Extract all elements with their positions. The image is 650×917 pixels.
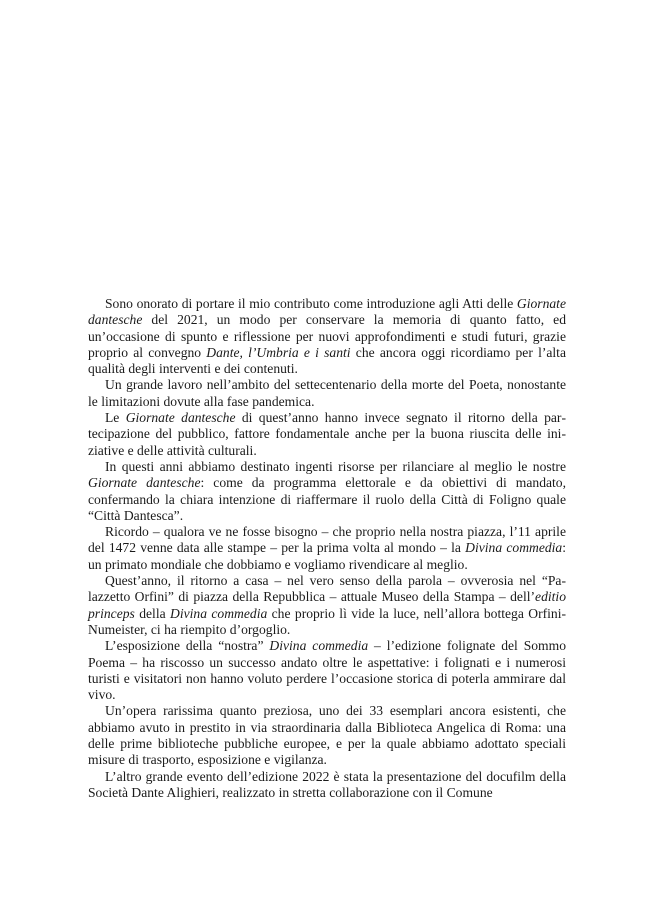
paragraph-5: [88, 524, 566, 573]
text-run: Un grande lavoro nell’ambito del settecentenario della morte del Poeta, nonostante le limitazioni dovute alla fase pandemica.: [88, 377, 566, 409]
text-run: : come da programma elettorale e da obiettivi di mandato, confermando la chiara intenzione di riaffermare il ruolo della Città di Foligno quale “Città Dantesca”.: [88, 475, 567, 523]
italic-run: Divina commedia: [465, 540, 563, 556]
text-run: Un’opera rarissima quanto preziosa, uno dei 33 esemplari ancora esistenti, che abbiamo avuto in prestito in via straordinaria dalla Biblioteca Angelica di Roma: una delle prime biblioteche pubbliche europee, e per la quale abbiamo adottato speciali misure di trasporto, esposizione e vigilanza.: [88, 703, 566, 768]
text-run: L’esposizione della “nostra”: [105, 638, 270, 654]
body-text: [88, 296, 566, 801]
italic-run: Dante, l’Umbria e i santi: [206, 344, 351, 360]
text-run: Sono onorato di portare il mio contributo come introduzione agli Atti delle: [105, 296, 517, 311]
text-run: che proprio lì vide la luce, nell’allora bottega Orfini-Numeister, ci ha riempito d’orgoglio.: [88, 605, 567, 637]
text-run: che ancora oggi ricordiamo per l’alta qualità degli interventi e dei contenuti.: [88, 344, 566, 377]
text-run: della: [134, 605, 171, 621]
italic-run: Divina commedia: [269, 638, 369, 654]
text-run: In questi anni abbiamo destinato ingenti risorse per rilanciare al meglio le nostre: [105, 458, 566, 474]
text-run: di quest’anno hanno invece segnato il ritorno della partecipazione del pubblico, fattore fondamentale anche per la buona riuscita delle iniziative e delle attività culturali.: [88, 410, 566, 458]
paragraph-1: [88, 296, 566, 377]
italic-run: Giornate dantesche: [125, 410, 236, 426]
italic-run: editio princeps: [88, 589, 566, 621]
italic-run: Giornate dantesche: [88, 296, 566, 328]
italic-run: Giornate dantesche: [88, 475, 201, 491]
paragraph-4: [88, 459, 566, 524]
text-run: Ricordo – qualora ve ne fosse bisogno – che proprio nella nostra piazza, l’11 aprile del 1472 venne data alle stampe – per la prima volta al mondo – la: [88, 524, 566, 556]
text-run: Le: [105, 410, 126, 426]
paragraph-7: [88, 638, 566, 703]
text-run: : un primato mondiale che dobbiamo e vogliamo rivendicare al meglio.: [88, 540, 567, 572]
paragraph-2: [88, 377, 566, 410]
italic-run: Divina commedia: [170, 605, 268, 621]
text-run: – l’edizione folignate del Sommo Poema – ha riscosso un successo andato oltre le aspettative: i folignati e i numerosi turisti e visitatori non hanno voluto perdere l’occasione storica di poterla ammirare dal vivo.: [88, 638, 566, 703]
paragraph-3: [88, 410, 566, 459]
text-run: del 2021, un modo per conservare la memoria di quanto fatto, ed un’occasione di spunto e riflessione per nuovi approfondimenti e studi futuri, grazie proprio al convegno: [88, 312, 566, 360]
text-run: L’altro grande evento dell’edizione 2022 è stata la presentazione del docufilm della Società Dante Alighieri, realizzato in stretta collaborazione con il Comune: [88, 768, 566, 800]
paragraph-9: [88, 769, 566, 802]
paragraph-8: [88, 703, 566, 768]
text-run: Quest’anno, il ritorno a casa – nel vero senso della parola – ovverosia nel “Palazzetto Orfini” di piazza della Repubblica – attuale Museo della Stampa – dell’: [88, 573, 566, 605]
paragraph-6: [88, 573, 566, 638]
